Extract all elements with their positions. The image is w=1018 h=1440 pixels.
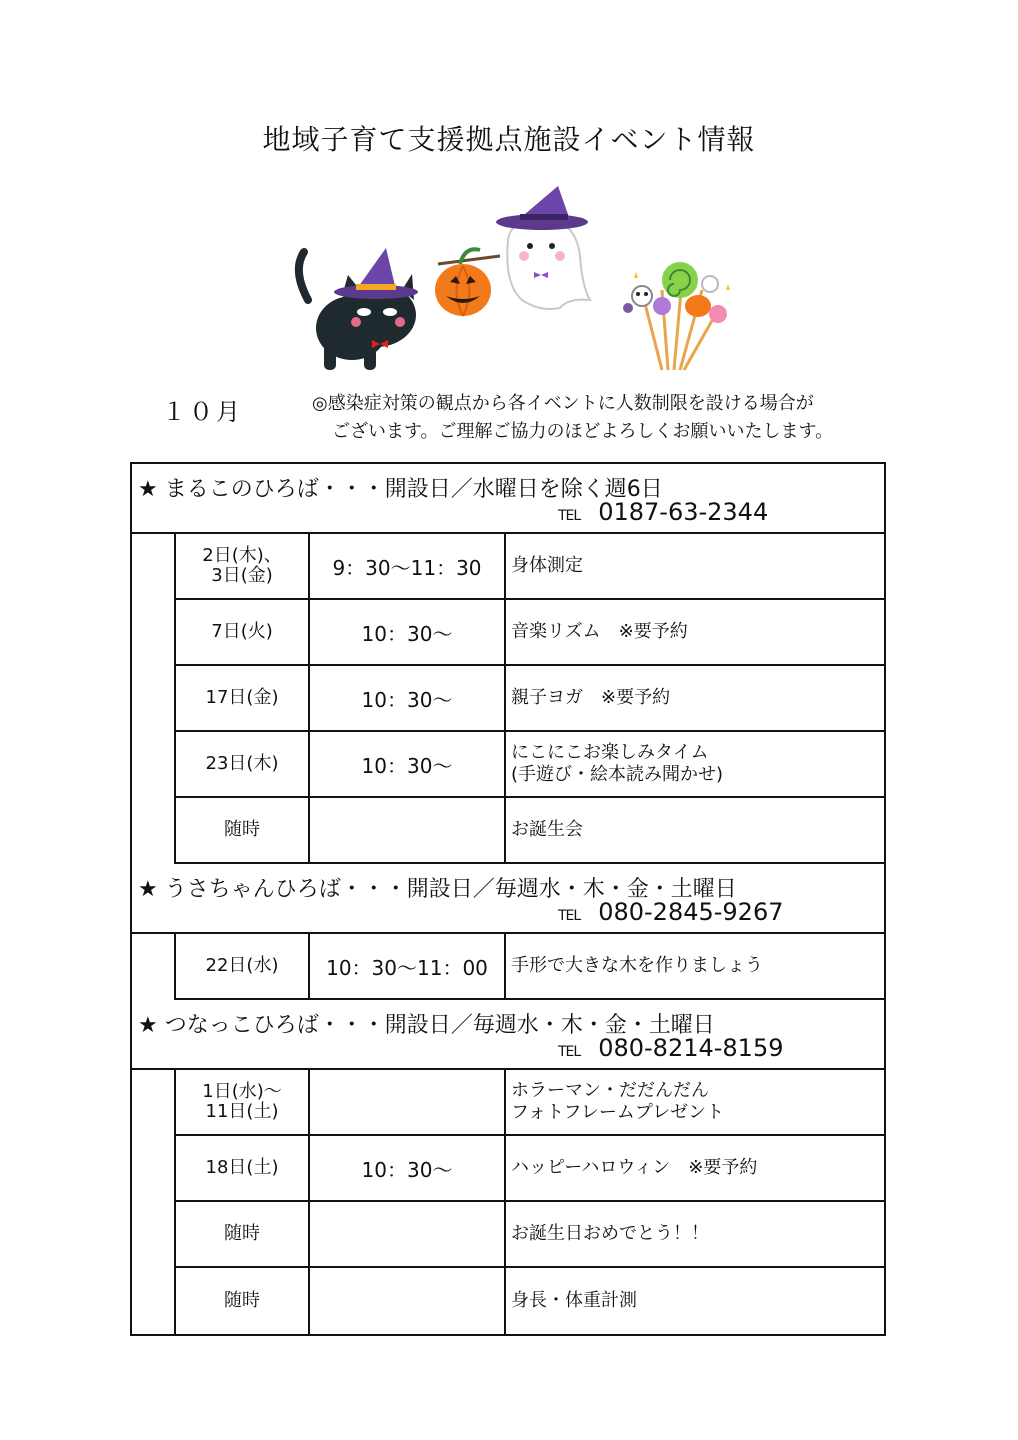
black-cat-icon [299, 248, 418, 370]
tel-number: 080-2845-9267 [598, 898, 784, 926]
event-time [310, 798, 506, 862]
tel-label: TEL [558, 508, 581, 524]
notice-line-2: ございます。ご理解ご協力のほどよろしくお願いいたします。 [332, 421, 834, 442]
event-time: 9：30〜11：30 [310, 534, 506, 598]
month-label: １０月 [162, 398, 243, 426]
tel-number: 0187-63-2344 [598, 498, 769, 526]
event-list [174, 534, 884, 864]
event-date: 23日(木) [176, 732, 310, 796]
event-date: 随時 [176, 1268, 310, 1334]
table-row [176, 534, 884, 600]
facility-name: ★ まるこのひろば・・・開設日／水曜日を除く週6日 [138, 477, 663, 502]
event-time: 10：30〜 [310, 732, 506, 796]
table-row [176, 600, 884, 666]
table-row [176, 1136, 884, 1202]
candy-bouquet-icon [623, 262, 730, 370]
table-row [176, 934, 884, 1000]
facility-section-tsunakko [132, 1000, 884, 1334]
event-date: 18日(土) [176, 1136, 310, 1200]
halloween-illustration [290, 180, 750, 380]
event-date: 随時 [176, 798, 310, 862]
event-name: 身体測定 [511, 555, 583, 576]
tel-label: TEL [558, 1044, 581, 1060]
table-row [176, 1070, 884, 1136]
facility-header [132, 464, 884, 534]
event-time [310, 1202, 506, 1266]
facility-section-maruko [132, 464, 884, 864]
event-name: 手形で大きな木を作りましょう [511, 955, 763, 976]
schedule-table [130, 462, 886, 1336]
event-date: 随時 [176, 1202, 310, 1266]
notice-line-1: ◎感染症対策の観点から各イベントに人数制限を設ける場合が [312, 393, 814, 414]
event-name: 音楽リズム ※要予約 [511, 621, 688, 642]
facility-tel [558, 1034, 784, 1062]
event-time: 10：30〜 [310, 600, 506, 664]
event-list [174, 1070, 884, 1334]
event-time: 10：30〜 [310, 1136, 506, 1200]
ghost-icon [496, 186, 590, 309]
table-row [176, 1268, 884, 1334]
event-name: ハッピーハロウィン ※要予約 [511, 1157, 758, 1178]
page-title: 地域子育て支援拠点施設イベント情報 [262, 123, 756, 156]
event-date: 2日(木)、 3日(金) [176, 534, 310, 598]
facility-section-usachan [132, 864, 884, 1000]
facility-tel [558, 898, 784, 926]
facility-tel [558, 498, 768, 526]
table-row [176, 732, 884, 798]
facility-name: ★ つなっこひろば・・・開設日／毎週水・木・金・土曜日 [138, 1013, 715, 1038]
event-date: 17日(金) [176, 666, 310, 730]
facility-name: ★ うさちゃんひろば・・・開設日／毎週水・木・金・土曜日 [138, 877, 737, 902]
event-date: 1日(水)〜 11日(土) [176, 1070, 310, 1134]
event-name: お誕生会 [511, 819, 583, 840]
tel-label: TEL [558, 908, 581, 924]
event-date: 7日(火) [176, 600, 310, 664]
facility-header [132, 1000, 884, 1070]
event-time: 10：30〜 [310, 666, 506, 730]
event-name: にこにこお楽しみタイム (手遊び・絵本読み聞かせ) [511, 742, 724, 785]
event-time [310, 1268, 506, 1334]
event-name: 身長・体重計測 [511, 1290, 637, 1311]
pumpkin-icon [435, 249, 500, 316]
event-time: 10：30〜11：00 [310, 934, 506, 998]
event-date: 22日(水) [176, 934, 310, 998]
table-row [176, 666, 884, 732]
event-name: お誕生日おめでとう！！ [511, 1223, 709, 1244]
tel-number: 080-8214-8159 [598, 1034, 784, 1062]
notice [312, 390, 833, 446]
table-row [176, 798, 884, 864]
event-list [174, 934, 884, 1000]
event-name: ホラーマン・だだんだん フォトフレームプレゼント [511, 1080, 725, 1123]
table-row [176, 1202, 884, 1268]
event-time [310, 1070, 506, 1134]
facility-header [132, 864, 884, 934]
event-name: 親子ヨガ ※要予約 [511, 687, 671, 708]
